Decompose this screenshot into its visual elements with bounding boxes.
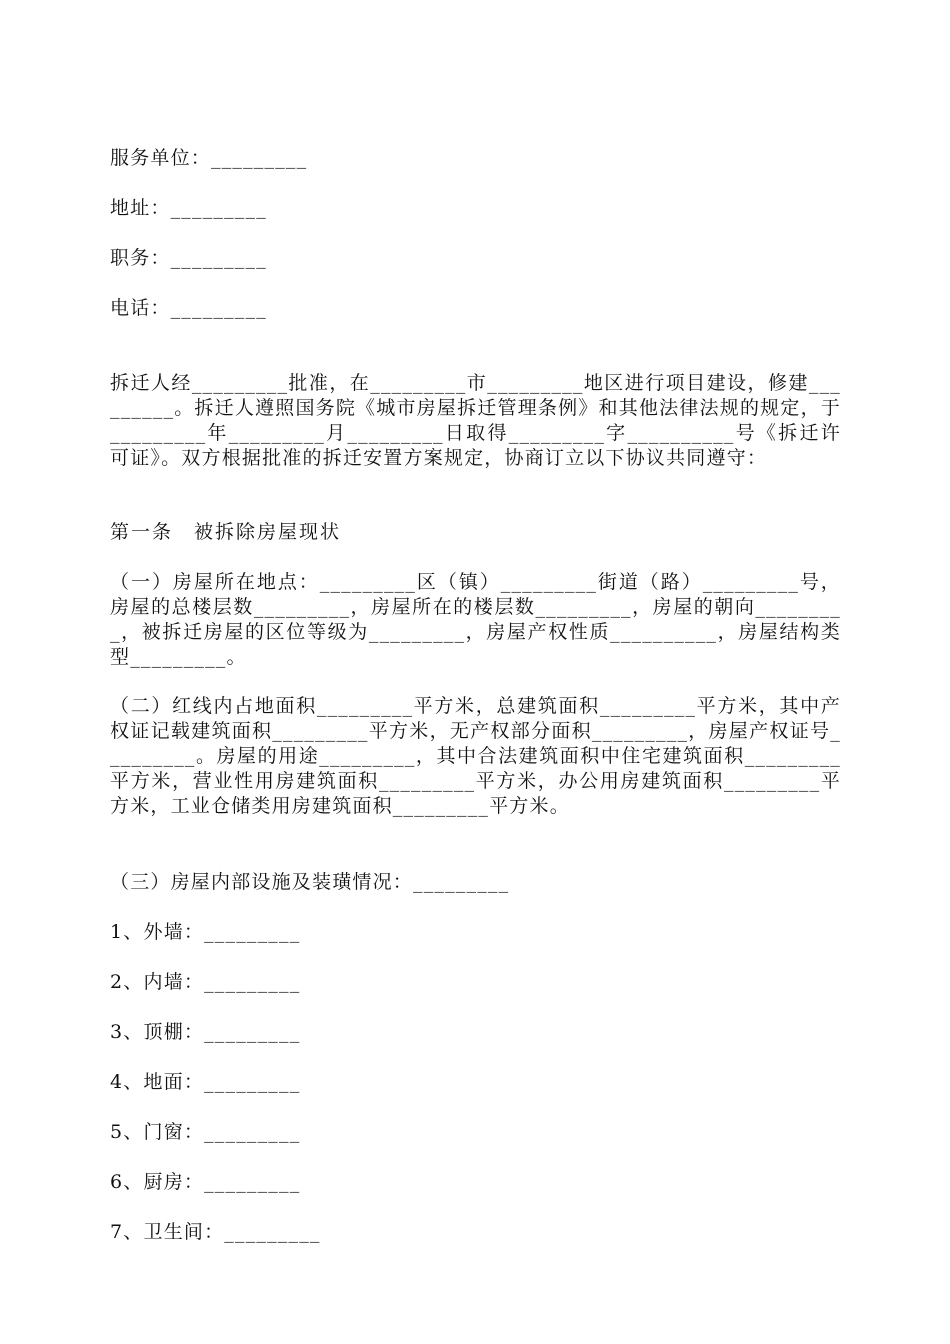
phone-label: 电话： <box>110 297 171 319</box>
article1-title: 第一条 被拆除房屋现状 <box>110 521 342 543</box>
address-field: 地址：_________ <box>110 197 267 219</box>
intro-paragraph: 拆迁人经_________批准，在_________市_________地区进行项目建设，修建_________。拆迁人遵照国务院《城市房屋拆迁管理条例》和其他法律法规的规定，于_________年_________月_________日取得_________字__________号《拆迁许可证》。双方根据批准的拆迁安置方案规定，协商订立以下协议共同遵守： <box>110 372 841 469</box>
list-item: 6、厨房：_________ <box>110 1171 301 1193</box>
list-item: 7、卫生间：_________ <box>110 1221 321 1243</box>
list-item: 5、门窗：_________ <box>110 1121 301 1143</box>
list-item: 2、内墙：_________ <box>110 971 301 993</box>
list-item: 1、外墙：_________ <box>110 921 301 943</box>
section3-paragraph: （三）房屋内部设施及装璜情况：_________ <box>110 871 510 893</box>
section1-paragraph: （一）房屋所在地点：_________区（镇）_________街道（路）_________号，房屋的总楼层数_________，房屋所在的楼层数_________，房屋的朝向_________，被拆迁房屋的区位等级为_________，房屋产权性质__________，房屋结构类型_________。 <box>110 571 841 668</box>
service-unit-field: 服务单位：_________ <box>110 147 308 169</box>
position-field: 职务：_________ <box>110 247 267 269</box>
section2-paragraph: （二）红线内占地面积_________平方米，总建筑面积_________平方米，其中产权证记载建筑面积_________平方米，无产权部分面积_________，房屋产权证号_________。房屋的用途_________，其中合法建筑面积中住宅建筑面积_________平方米，营业性用房建筑面积_________平方米，办公用房建筑面积_________平方米，工业仓储类用房建筑面积_________平方米。 <box>110 695 841 817</box>
phone-blank: _________ <box>170 297 267 319</box>
phone-field <box>110 296 267 321</box>
list-item: 4、地面：_________ <box>110 1071 301 1093</box>
list-item: 3、顶棚：_________ <box>110 1021 301 1043</box>
